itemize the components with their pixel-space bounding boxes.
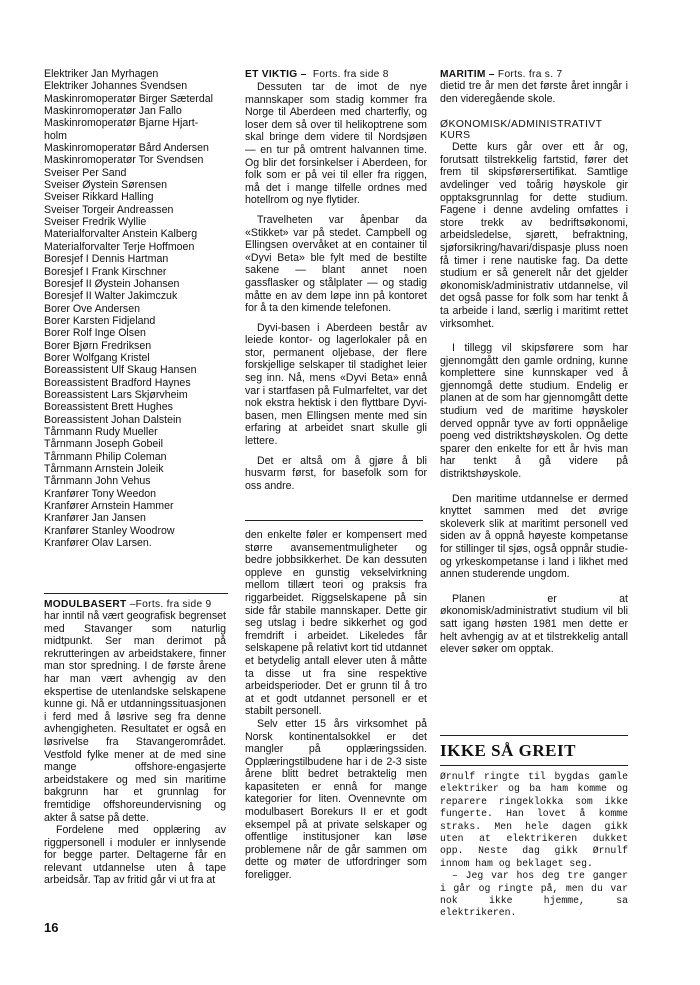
paragraph: Ørnulf ringte til bygdas gamle elektriker og ba ham komme og reparere ringeklokka som ikke fungerte. Han lovet å komme straks. Men hele dagen gikk uten at elektrikeren dukket opp. Neste dag gikk Ørnulf innom ham og beklaget seg.: [440, 771, 628, 869]
article-body: [44, 610, 226, 887]
crew-member: Borer Wolfgang Kristel: [44, 351, 150, 364]
paragraph: Travelheten var åpenbar da «Stikket» var på stedet. Campbell og Ellingsen overvåket at en container til «Dyvi Beta» ble fylt med de bestilte sakene — blant annet noen gassflasker og stålplater — og stadig måtte en av dem løpe inn på kontoret for å ta den kimende telefonen.: [245, 213, 427, 315]
crew-member: Boreassistent Lars Skjørvheim: [44, 388, 188, 401]
crew-member: Sveiser Torgeir Andreassen: [44, 203, 174, 216]
crew-member: Boreassistent Bradford Haynes: [44, 376, 191, 389]
paragraph: Planen er at økonomisk/administrativt studium vil bli satt igang høsten 1981 men dette er helt avhengig av at et tilstrekkelig antall elever søker om opptak.: [440, 592, 628, 656]
crew-member: Elektriker Johannes Svendsen: [44, 80, 188, 93]
crew-member: Borer Rolf Inge Olsen: [44, 327, 146, 340]
crew-member: Tårnmann Joseph Gobeil: [44, 438, 163, 451]
crew-member: Materialforvalter Terje Hoffmoen: [44, 240, 195, 253]
article-ikke-sa-greit: [440, 741, 628, 920]
crew-member: Maskinromoperatør Bjarne Hjart-: [44, 117, 199, 130]
section-body: [440, 141, 628, 656]
continued-note: Forts. fra side 8: [312, 69, 389, 80]
page-number: 16: [44, 920, 59, 935]
column-rule: [245, 520, 423, 521]
crew-member: Tårnmann Rudy Mueller: [44, 425, 158, 438]
crew-member: Maskinromoperatør Birger Sæterdal: [44, 92, 213, 105]
crew-member: Boresjef II Walter Jakimczuk: [44, 290, 178, 303]
paragraph: I tillegg vil skipsførere som har gjennomgått den gamle ordning, kunne komplettere sine kunnskaper ved å gjennomgå dette studium. Endelig er planen at de som har gjennomgått dette studium ved de maritime høyskoler derved oppnår tyve av forti oppnåelige poeng ved distriktshøyskolen. Og dette sparer den enkelte for ett år hvis man har tenkt å gå videre på distriktshøyskole.: [440, 342, 628, 481]
paragraph: – Jeg var hos deg tre ganger i går og ringte på, men du var nok ikke hjemme, sa elektrikeren.: [440, 870, 628, 919]
paragraph: har inntil nå vært geografisk begrenset med Stavanger som naturlig midtpunkt. Ser man derimot på rekrutteringen av arbeidstakere, finner man stor spredning. I de første årene har man vært avhengig av den ekspertise de utenlandske selskapene kunne gi. Nå er utdanningssituasjonen i ferd med å løsrive seg fra denne avhengigheten. Resultatet er også en løsrivelse fra Stavangerområdet. Vestfold fylke mener at de med sine mange offshore-engasjerte arbeidstakere og med sin maritime bakgrunn har et grunnlag for fremtidige offshoreundervisning og akter å satse på dette.: [44, 610, 226, 824]
paragraph: den enkelte føler er kompensert med større avansementmuligheter og bedre jobbsikkerhet. De kan dessuten oppleve en gunstig vekselvirkning mellom tillært teori og praksis fra riggarbeidet. Riggselskapene på sin side får stabile mannskaper. Dette gir seg utslag i bedre sikkerhet og god fremdrift i arbeidet. Likeledes får selskapene på relativt kort tid utdannet et betydelig antall elever uten å måtte ta disse ut fra sine respektive arbeidsperioder. Det er grunn til å tro at et godt utdannet personell er et stabilt personell.: [245, 529, 427, 718]
crew-member: Boresjef I Frank Kirschner: [44, 265, 167, 278]
crew-member: Sveiser Øystein Sørensen: [44, 179, 168, 192]
crew-member: Maskinromoperatør Bård Andersen: [44, 142, 209, 155]
heading-text: MODULBASERT: [44, 599, 127, 610]
crew-member: Boresjef II Øystein Johansen: [44, 277, 180, 290]
article-body: [440, 80, 628, 105]
box-title: IKKE SÅ GREIT: [440, 741, 576, 760]
crew-member: Kranfører Arnstein Hammer: [44, 500, 174, 513]
paragraph: Dessuten tar de imot de nye mannskaper som stadig kommer fra Norge til Aberdeen med charterfly, og loser dem så over til helikoptrene som skal bringe dem videre til Nordsjøen — en tur på omtrent halvannen time. Og blir det forsinkelser i Aberdeen, for folk som er på vei til eller fra riggen, må det i mange tilfelle ordnes med hotellrom og nye flytider.: [245, 81, 427, 207]
paragraph: Den maritime utdannelse er dermed knyttet sammen med det øvrige skoleverk slik at maritimt personell ved siden av å oppnå høyeste kompetanse for stillinger til sjøs, også oppnår studie- og yrkeskompetanse i land i likhet med annen studerende ungdom.: [440, 492, 628, 581]
section-heading: ØKONOMISK/ADMINISTRATIVT KURS: [440, 119, 603, 142]
crew-member: Borer Ove Andersen: [44, 302, 140, 315]
crew-member: Borer Bjørn Fredriksen: [44, 339, 152, 352]
continued-note: Forts. fra s. 7: [497, 69, 563, 80]
heading-text: MARITIM –: [440, 69, 495, 80]
crew-member: Elektriker Jan Myrhagen: [44, 68, 159, 80]
crew-member: Kranfører Olav Larsen.: [44, 537, 152, 550]
box-body: [440, 771, 628, 920]
paragraph: Dette kurs går over ett år og, forutsatt tilstrekkelig fartstid, fører det frem til skipsførersertifikat. Samtlige avdelinger ved toårig høyskole gir opptaksgrunnlag for dette studium. Fagene i denne avdeling omfattes i store trekk av bedriftsøkonomi, arbeidsledelse, sjørett, befraktning, sjøforsikring/havari/dispasje pluss noen få timer i rene nautiske fag. Da dette studium er så generelt når det gjelder økonomisk/administrativ utdannelse, vil det også passe for folk som har tenkt å ta arbeide i land, særlig i maritimt rettet virksomhet.: [440, 141, 628, 330]
crew-member: Kranfører Stanley Woodrow: [44, 524, 175, 537]
article-body: [245, 529, 427, 882]
crew-member: holm: [44, 129, 67, 142]
crew-member: Tårnmann John Vehus: [44, 475, 151, 488]
crew-member: Kranfører Tony Weedon: [44, 487, 157, 500]
column-rule: [44, 593, 228, 594]
paragraph: Det er altså om å gjøre å bli husvarm først, for basefolk som for oss andre.: [245, 454, 427, 492]
crew-member: Borer Karsten Fidjeland: [44, 314, 156, 327]
crew-member: Boreassistent Brett Hughes: [44, 401, 173, 414]
crew-member: Materialforvalter Anstein Kalberg: [44, 228, 198, 241]
crew-member: Maskinromoperatør Tor Svendsen: [44, 154, 204, 167]
crew-member: Kranfører Jan Jansen: [44, 512, 146, 525]
crew-member: Tårnmann Philip Coleman: [44, 450, 167, 463]
box-rule: [440, 735, 628, 736]
article-heading: [44, 599, 226, 610]
paragraph: dietid tre år men det første året inngår i den videregående skole.: [440, 80, 628, 105]
heading-text: ET VIKTIG –: [245, 69, 307, 80]
article-heading: [245, 69, 427, 80]
crew-member: Sveiser Per Sand: [44, 166, 127, 179]
crew-member: Boresjef I Dennis Hartman: [44, 253, 169, 266]
crew-member: Tårnmann Arnstein Joleik: [44, 463, 164, 475]
article-body: [245, 81, 427, 492]
paragraph: Fordelene med opplæring av riggpersonell i moduler er innlysende for begge parter. Deltagerne får en relevant utdannelse uten å tape arbeidsår. Tap av fritid går vi ut fra at: [44, 824, 226, 887]
crew-member: Sveiser Rikkard Halling: [44, 191, 154, 204]
box-title-rule: [440, 765, 628, 766]
article-modulbasert: [44, 599, 226, 887]
paragraph: Selv etter 15 års virksomhet på Norsk kontinentalsokkel er det mangler på opplæringssiden. Opplæringstilbudene har i de 2-3 siste årene blitt bedret betraktelig men kapasiteten er ennå for mange kategorier for liten. Ovennevnte om modulbasert Borekurs II er et godt eksempel på at private selskaper og offentlige institusjoner kan løse problemene når de går sammen om dette og møter de utfordringer som foreligger.: [245, 717, 427, 882]
paragraph: Dyvi-basen i Aberdeen består av leiede kontor- og lagerlokaler på en stor, permanent oljebase, der flere forskjellige selskaper til stadighet leier seg inn. Nå, mens «Dyvi Beta» ennå var i startfasen på Fulmarfeltet, var det nok ekstra hektisk i den flyttbare Dyvi-basen, men Ellingsen mente med sin erfaring at arbeidet snart skulle gli lettere.: [245, 321, 427, 448]
crew-member: Boreassistent Johan Dalstein: [44, 413, 182, 426]
crew-member: Maskinromoperatør Jan Fallo: [44, 105, 182, 118]
crew-list: [44, 68, 226, 549]
article-et-viktig: [245, 69, 427, 492]
article-heading: [440, 69, 628, 80]
crew-member: Sveiser Fredrik Wyllie: [44, 216, 147, 229]
crew-member: Boreassistent Ulf Skaug Hansen: [44, 364, 197, 377]
article-continuation: [245, 529, 427, 882]
article-maritim: [440, 69, 628, 656]
continued-note: –Forts. fra side 9: [129, 599, 212, 610]
